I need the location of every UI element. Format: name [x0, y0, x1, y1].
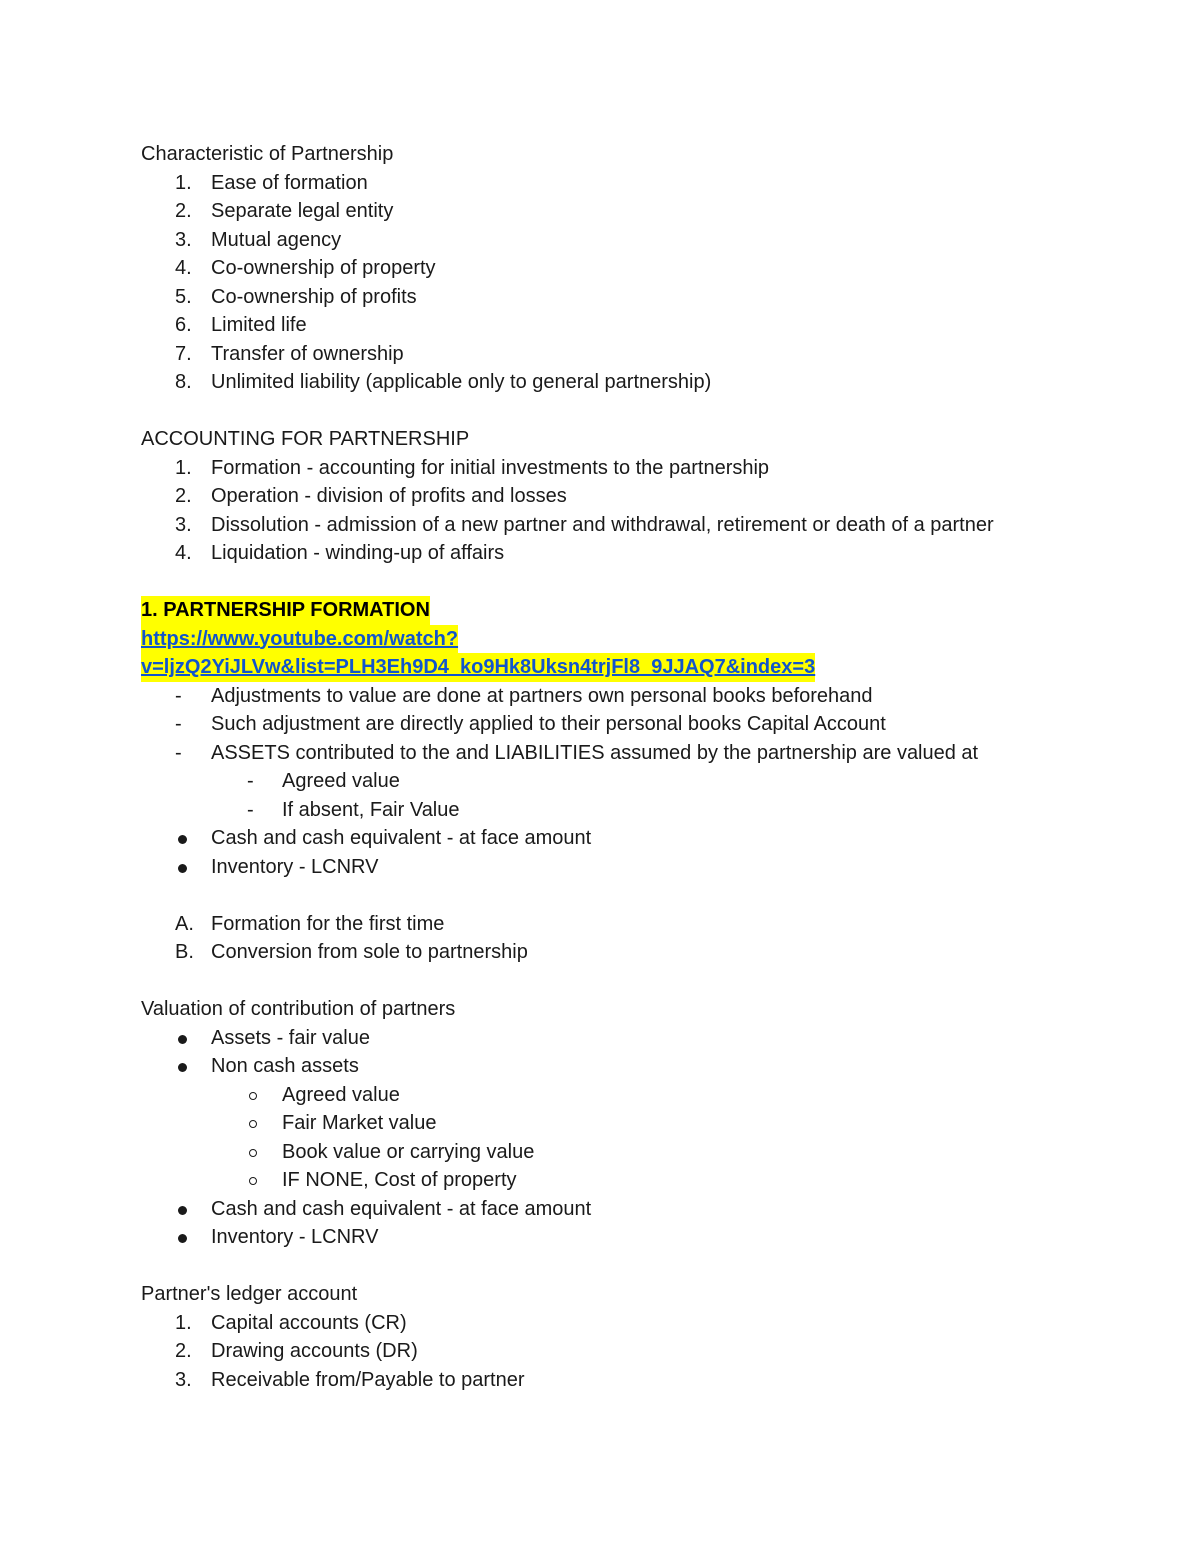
list-item-text: Dissolution - admission of a new partner and withdrawal, retirement or death of a partner	[211, 513, 994, 536]
list-number: 4.	[175, 257, 192, 279]
list-item-text: Capital accounts (CR)	[211, 1311, 407, 1334]
list-item-text: Inventory - LCNRV	[211, 855, 379, 878]
document-page	[141, 140, 1101, 1394]
list-item	[141, 169, 1101, 198]
list-item-text: Unlimited liability (applicable only to general partnership)	[211, 371, 712, 393]
accounting-list	[141, 454, 1101, 568]
spacer	[141, 1252, 1101, 1281]
list-number: 4.	[175, 542, 192, 564]
list-item-text: Such adjustment are directly applied to their personal books Capital Account	[211, 713, 886, 735]
list-item	[141, 1195, 1101, 1224]
list-item	[141, 1166, 1101, 1195]
valuation-list	[141, 1024, 1101, 1252]
list-number: 3.	[175, 1368, 192, 1391]
list-number: 1.	[175, 1311, 192, 1334]
list-item	[141, 682, 1101, 711]
ledger-list	[141, 1309, 1101, 1395]
list-item-text: IF NONE, Cost of property	[282, 1169, 517, 1191]
bullet-icon	[178, 1035, 187, 1044]
list-item-text: Adjustments to value are done at partners own personal books beforehand	[211, 684, 873, 707]
list-item	[141, 1138, 1101, 1167]
list-item	[141, 311, 1101, 340]
list-item-text: Assets - fair value	[211, 1026, 370, 1049]
list-item-text: Transfer of ownership	[211, 342, 404, 365]
hollow-bullet-icon	[249, 1092, 257, 1100]
bullet-icon	[178, 1234, 187, 1243]
list-item-text: If absent, Fair Value	[282, 798, 460, 821]
list-item	[141, 454, 1101, 483]
spacer	[141, 967, 1101, 996]
list-number: 1.	[175, 456, 192, 479]
list-item-text: Formation - accounting for initial investments to the partnership	[211, 456, 770, 479]
list-item-text: Co-ownership of profits	[211, 285, 417, 308]
list-item	[141, 1366, 1101, 1395]
ledger-heading: Partner's ledger account	[141, 1283, 358, 1305]
list-item	[141, 824, 1101, 853]
list-item	[141, 1024, 1101, 1053]
list-item	[141, 796, 1101, 825]
characteristics-heading: Characteristic of Partnership	[141, 143, 394, 165]
list-item	[141, 1081, 1101, 1110]
video-link-row-2	[141, 653, 1101, 682]
list-number: 2.	[175, 1340, 192, 1362]
list-item-text: Mutual agency	[211, 228, 342, 251]
dash-marker: -	[175, 741, 182, 764]
list-number: 2.	[175, 200, 192, 222]
list-item-text: Receivable from/Payable to partner	[211, 1368, 525, 1391]
formation-dash-list	[141, 682, 1101, 882]
list-item-text: Operation - division of profits and losses	[211, 485, 567, 507]
list-item	[141, 767, 1101, 796]
video-link-continued[interactable]: v=ljzQ2YiJLVw&list=PLH3Eh9D4_ko9Hk8Uksn4trjFl8_9JJAQ7&index=3	[141, 653, 815, 682]
list-item-text: Drawing accounts (DR)	[211, 1340, 418, 1362]
list-item	[141, 482, 1101, 511]
list-item	[141, 1337, 1101, 1366]
dash-marker: -	[175, 684, 182, 707]
valuation-heading: Valuation of contribution of partners	[141, 998, 456, 1020]
list-item	[141, 511, 1101, 540]
list-item	[141, 197, 1101, 226]
list-item	[141, 283, 1101, 312]
list-item	[141, 1223, 1101, 1252]
list-item	[141, 1109, 1101, 1138]
dash-marker: -	[247, 798, 254, 821]
list-item	[141, 853, 1101, 882]
list-item	[141, 340, 1101, 369]
list-item	[141, 1309, 1101, 1338]
list-number: 8.	[175, 371, 192, 393]
letter-marker: A.	[175, 912, 194, 935]
formation-title-row	[141, 596, 1101, 625]
spacer	[141, 881, 1101, 910]
list-item-text: Ease of formation	[211, 171, 368, 194]
list-item	[141, 254, 1101, 283]
list-number: 6.	[175, 314, 192, 336]
bullet-icon	[178, 1206, 187, 1215]
list-item-text: Cash and cash equivalent - at face amount	[211, 1197, 592, 1220]
list-number: 5.	[175, 285, 192, 308]
hollow-bullet-icon	[249, 1149, 257, 1157]
list-number: 3.	[175, 228, 192, 251]
letter-marker: B.	[175, 941, 194, 963]
list-item-text: Separate legal entity	[211, 200, 394, 222]
bullet-icon	[178, 1063, 187, 1072]
list-item-text: Inventory - LCNRV	[211, 1226, 379, 1248]
list-item-text: ASSETS contributed to the and LIABILITIES assumed by the partnership are valued at	[211, 741, 979, 764]
list-item-text: Agreed value	[282, 770, 400, 792]
list-item	[141, 739, 1101, 768]
list-item	[141, 710, 1101, 739]
list-number: 3.	[175, 513, 192, 536]
list-item-text: Fair Market value	[282, 1112, 437, 1134]
list-item	[141, 226, 1101, 255]
spacer	[141, 397, 1101, 426]
list-item	[141, 910, 1101, 939]
hollow-bullet-icon	[249, 1177, 257, 1185]
list-item-text: Agreed value	[282, 1083, 400, 1106]
list-item	[141, 368, 1101, 397]
spacer	[141, 568, 1101, 597]
formation-letter-list	[141, 910, 1101, 967]
list-item-text: Limited life	[211, 314, 307, 336]
video-link-row-1	[141, 625, 1101, 654]
list-item	[141, 1052, 1101, 1081]
list-number: 7.	[175, 342, 192, 365]
list-number: 2.	[175, 485, 192, 507]
list-item-text: Conversion from sole to partnership	[211, 941, 528, 963]
list-item-text: Formation for the first time	[211, 912, 445, 935]
dash-marker: -	[247, 770, 254, 792]
dash-marker: -	[175, 713, 182, 735]
section-title: 1. PARTNERSHIP FORMATION	[141, 596, 430, 625]
list-item-text: Cash and cash equivalent - at face amount	[211, 827, 592, 849]
bullet-icon	[178, 864, 187, 873]
hollow-bullet-icon	[249, 1120, 257, 1128]
bullet-icon	[178, 835, 187, 844]
list-item-text: Co-ownership of property	[211, 257, 436, 279]
list-number: 1.	[175, 171, 192, 194]
accounting-heading: ACCOUNTING FOR PARTNERSHIP	[141, 428, 470, 450]
list-item-text: Non cash assets	[211, 1055, 359, 1077]
list-item-text: Book value or carrying value	[282, 1140, 535, 1163]
list-item	[141, 539, 1101, 568]
characteristics-list	[141, 169, 1101, 397]
video-link[interactable]: https://www.youtube.com/watch?	[141, 625, 458, 654]
list-item-text: Liquidation - winding-up of affairs	[211, 542, 505, 564]
list-item	[141, 938, 1101, 967]
